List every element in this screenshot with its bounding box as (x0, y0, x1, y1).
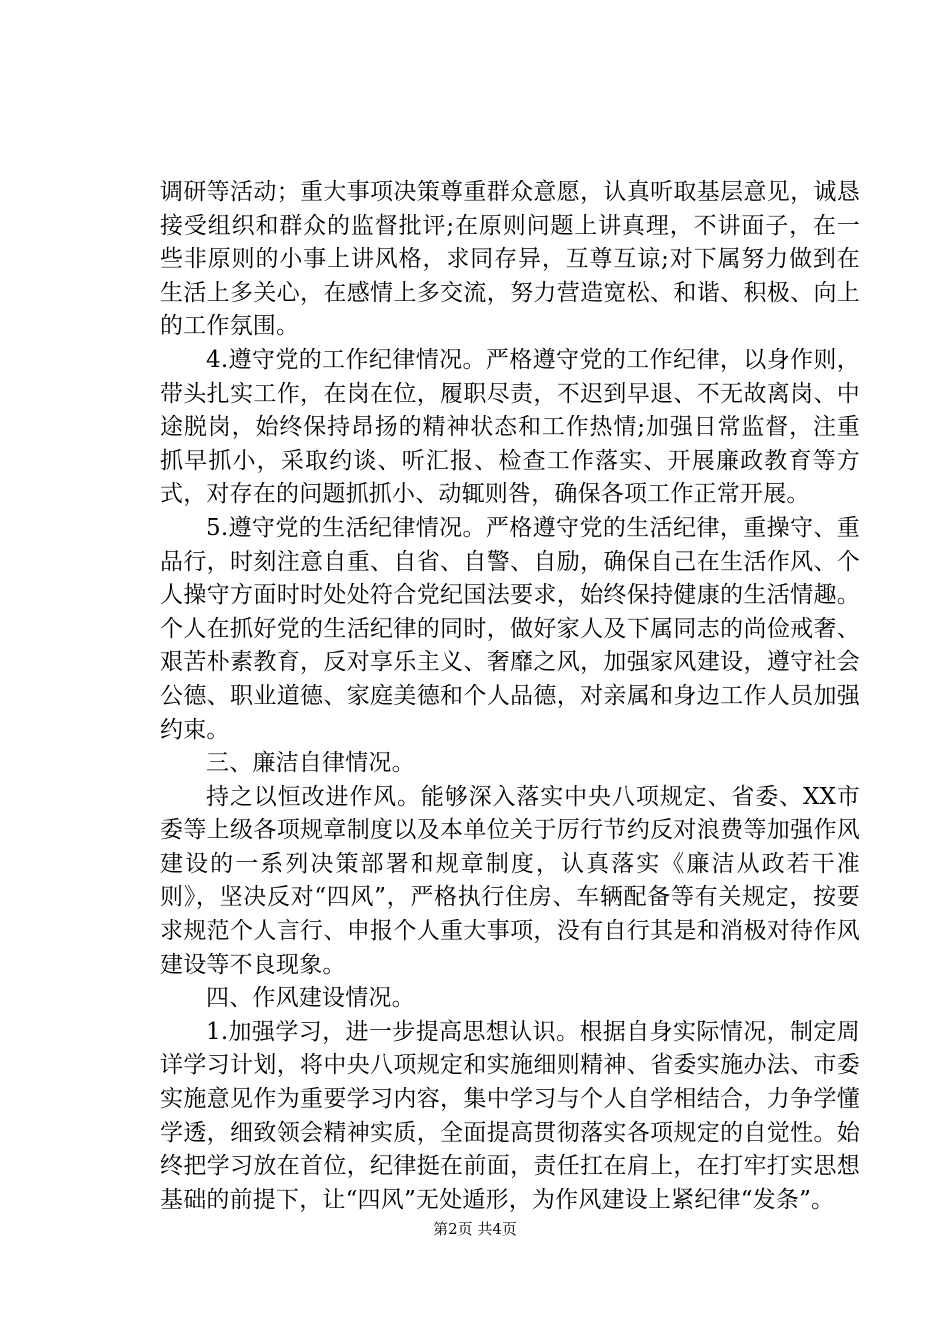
paragraph-continuation: 调研等活动；重大事项决策尊重群众意愿，认真听取基层意见，诚恳接受组织和群众的监督批评;在原则问题上讲真理，不讲面子，在一些非原则的小事上讲风格，求同存异，互尊互谅;对下属努力做到在生活上多关心，在感情上多交流，努力营造宽松、和谐、积极、向上的工作氛围。 (160, 179, 860, 340)
paragraph-life-discipline: 5.遵守党的生活纪律情况。严格遵守党的生活纪律，重操守、重品行，时刻注意自重、自省、自警、自励，确保自己在生活作风、个人操守方面时时处处符合党纪国法要求，始终保持健康的生活情趣。个人在抓好党的生活纪律的同时，做好家人及下属同志的尚俭戒奢、艰苦朴素教育，反对享乐主义、奢靡之风，加强家风建设，遵守社会公德、职业道德、家庭美德和个人品德，对亲属和身边工作人员加强约束。 (160, 514, 860, 743)
paragraph-strengthen-study: 1.加强学习，进一步提高思想认识。根据自身实际情况，制定周详学习计划，将中央八项规定和实施细则精神、省委实施办法、市委实施意见作为重要学习内容，集中学习与个人自学相结合，力争学懂学透，细致领会精神实质，全面提高贯彻落实各项规定的自觉性。始终把学习放在首位，纪律挺在前面，责任扛在肩上，在打牢打实思想基础的前提下，让“四风”无处遁形，为作风建设上紧纪律“发条”。 (160, 1018, 860, 1213)
page-number-footer: 第2页 共4页 (433, 1220, 517, 1238)
paragraph-work-discipline: 4.遵守党的工作纪律情况。严格遵守党的工作纪律，以身作则，带头扎实工作，在岗在位，履职尽责，不迟到早退、不无故离岗、中途脱岗，始终保持昂扬的精神状态和工作热情;加强日常监督，注重抓早抓小，采取约谈、听汇报、检查工作落实、开展廉政教育等方式，对存在的问题抓抓小、动辄则咎，确保各项工作正常开展。 (160, 346, 860, 508)
paragraph-improve-style: 持之以恒改进作风。能够深入落实中央八项规定、省委、XX市委等上级各项规章制度以及本单位关于厉行节约反对浪费等加强作风建设的一系列决策部署和规章制度，认真落实《廉洁从政若干准则》，坚决反对“四风”，严格执行住房、车辆配备等有关规定，按要求规范个人言行、申报个人重大事项，没有自行其是和消极对待作风建设等不良现象。 (160, 783, 860, 978)
document-body (160, 176, 860, 1217)
section-heading-style-building: 四、作风建设情况。 (206, 985, 415, 1012)
section-heading-integrity: 三、廉洁自律情况。 (206, 750, 415, 777)
